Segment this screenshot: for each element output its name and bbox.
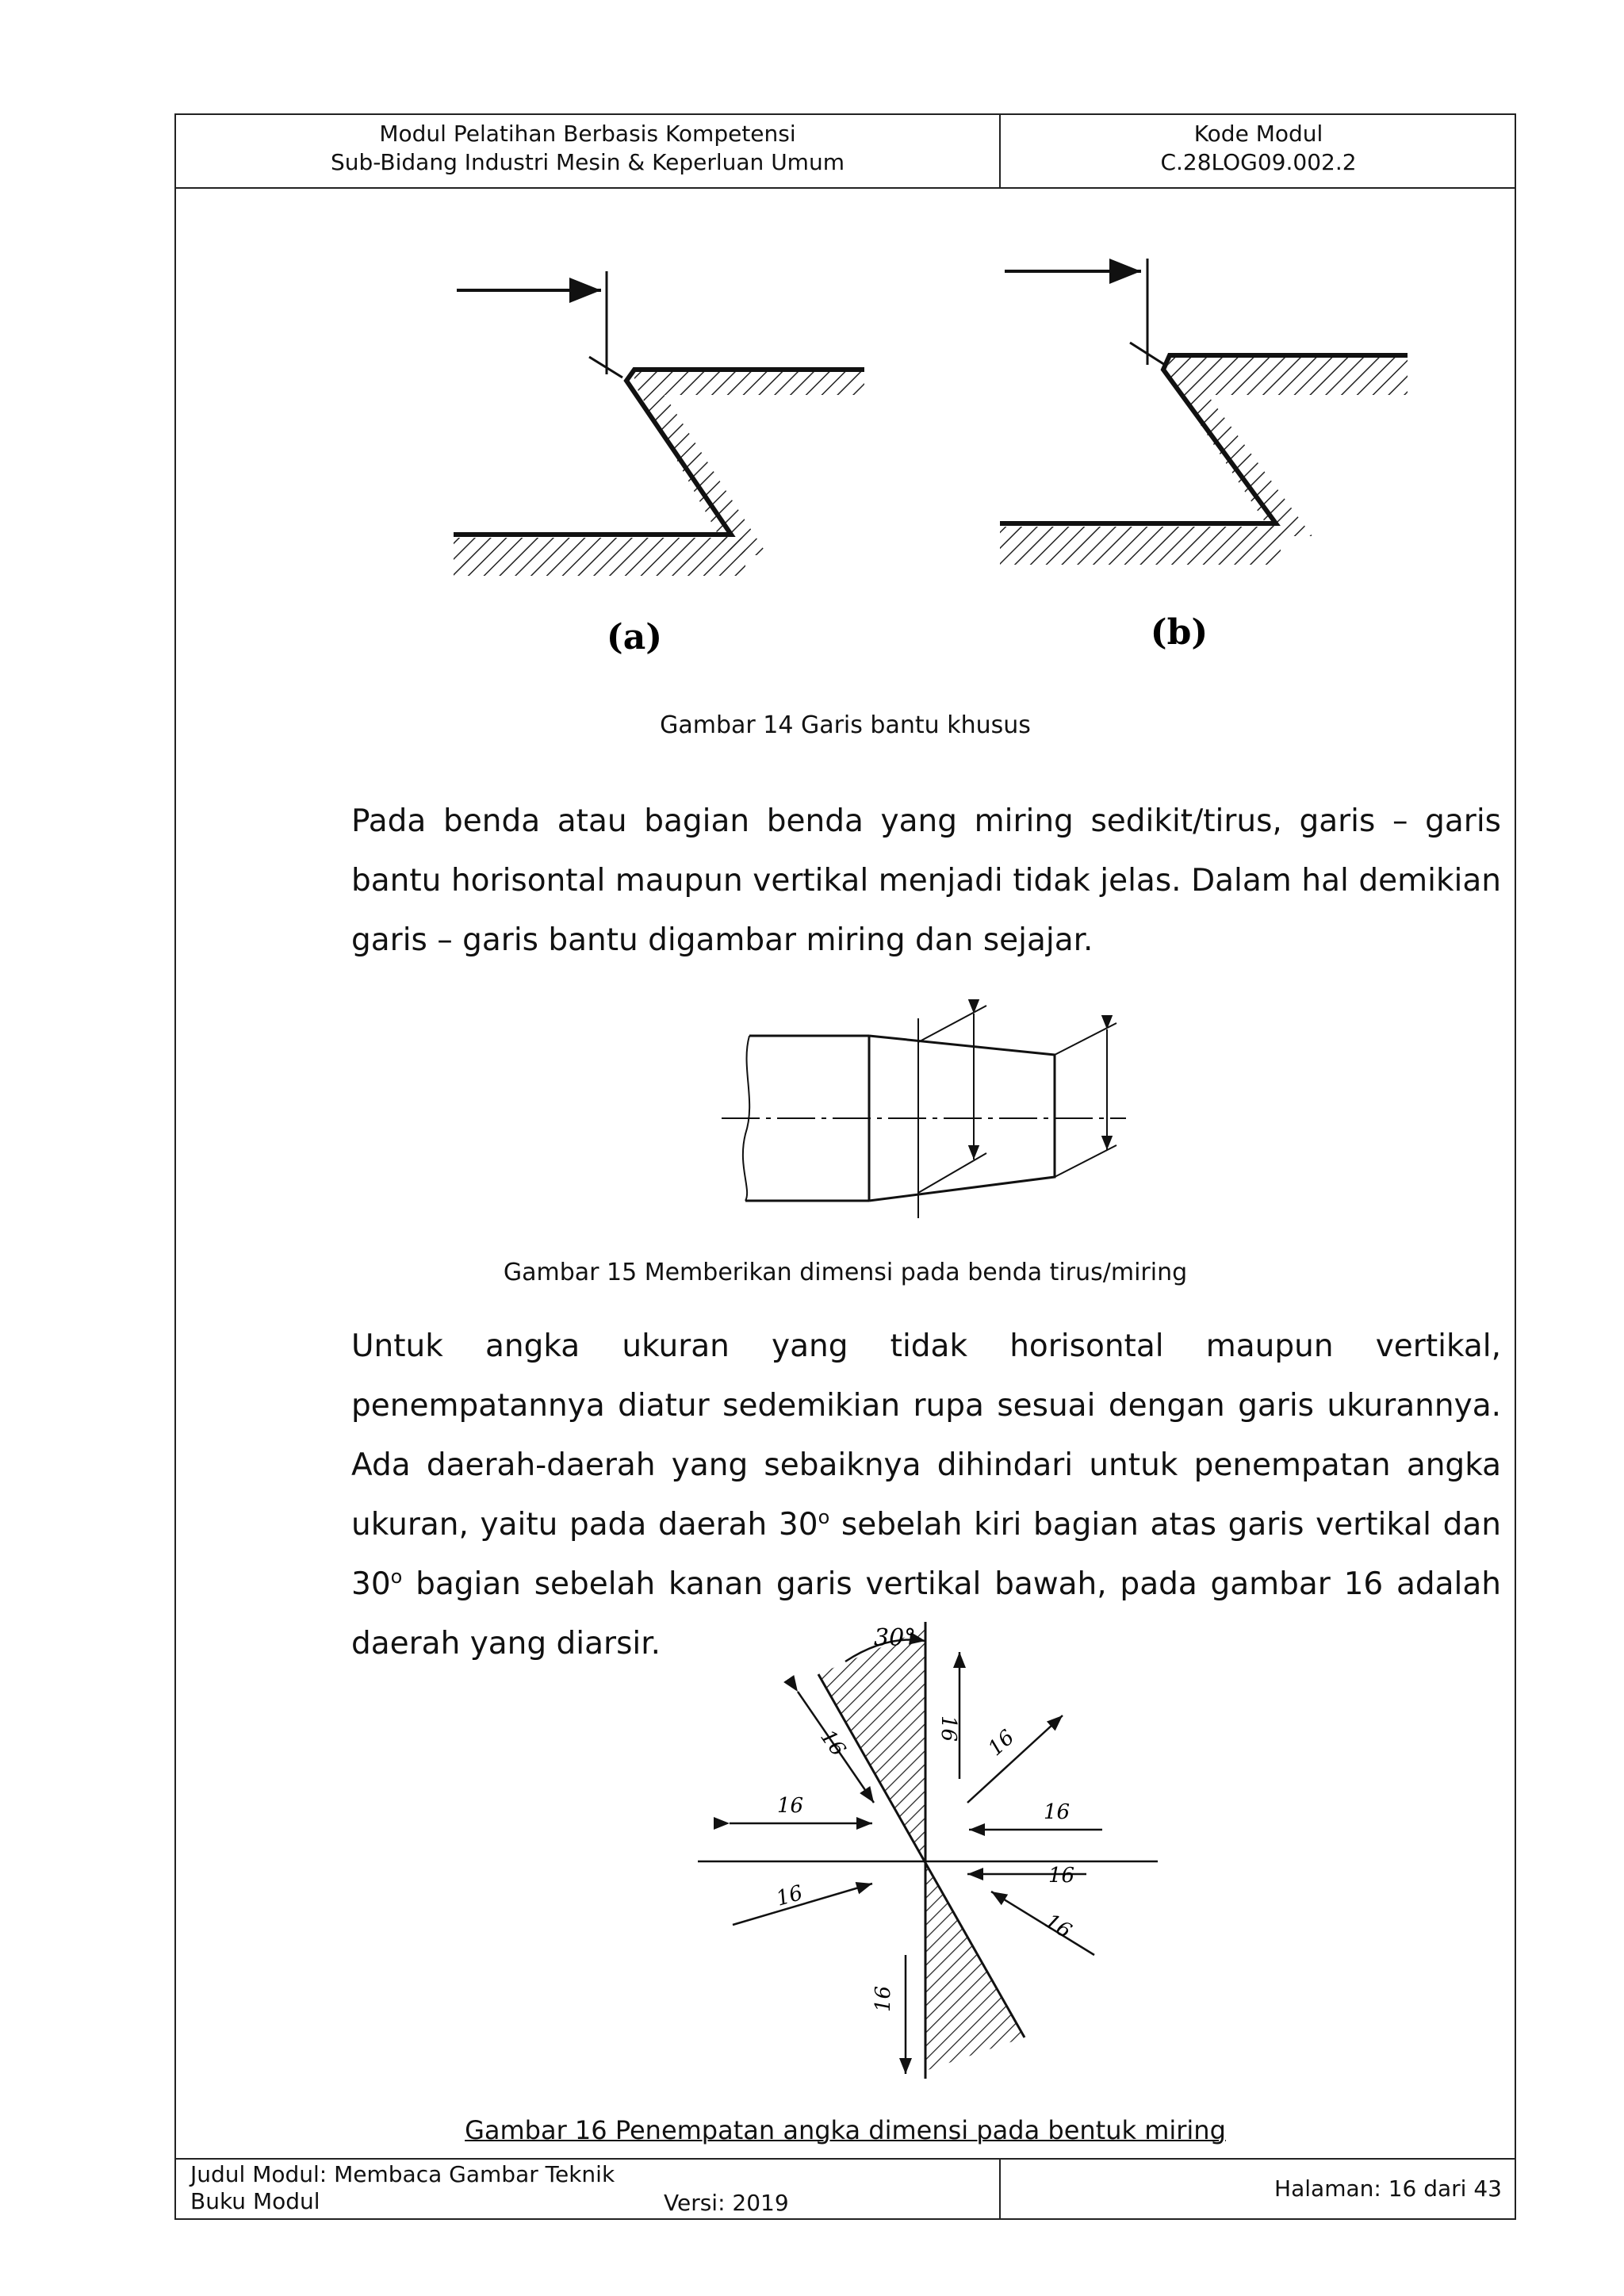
figure-16-dim-label: 16 bbox=[773, 1880, 806, 1911]
footer-module-title: Judul Modul: Membaca Gambar Teknik bbox=[190, 2161, 615, 2187]
degree-superscript-1: o bbox=[818, 1506, 830, 1528]
figure-16-drawing bbox=[690, 1622, 1166, 2082]
paragraph-2 bbox=[351, 1317, 1501, 1673]
header-title-line2: Sub-Bidang Industri Mesin & Keperluan Umum bbox=[331, 149, 845, 175]
page-footer bbox=[176, 2158, 1515, 2218]
figure-14b-label: (b) bbox=[1150, 612, 1208, 653]
degree-superscript-2: o bbox=[390, 1566, 403, 1588]
figure-14a-label: (a) bbox=[606, 617, 663, 657]
figure-16-dim-label: 16 bbox=[777, 1794, 804, 1818]
header-title-line1: Modul Pelatihan Berbasis Kompetensi bbox=[379, 121, 796, 147]
footer-left-cell bbox=[176, 2160, 1001, 2218]
paragraph-2-part1: Untuk angka ukuran yang tidak horisontal maupun vertikal, penempatannya diatur sedemikian rupa sesuai dengan garis ukurannya. Ada daerah-daerah yang sebaiknya dihindari untuk penempatan angka ukuran, yaitu pada daerah 30 bbox=[351, 1328, 1501, 1543]
figure-16-dim-label: 16 bbox=[871, 1985, 895, 2012]
figure-14b bbox=[1000, 259, 1408, 653]
paragraph-1: Pada benda atau bagian benda yang miring sedikit/tirus, garis – garis bantu horisontal maupun vertikal menjadi tidak jelas. Dalam hal demikian garis – garis bantu digambar miring dan sejajar. bbox=[351, 803, 1501, 958]
figure-16-dim-label: 16 bbox=[815, 1725, 850, 1761]
footer-book-label: Buku Modul bbox=[190, 2188, 320, 2214]
figure-16-dim-label: 16 bbox=[1040, 1909, 1076, 1944]
page-header bbox=[176, 115, 1515, 189]
figure-16-dim-label: 16 bbox=[983, 1725, 1020, 1761]
paragraph-2-part3: bagian sebelah kanan garis vertikal bawah, pada gambar 16 adalah daerah yang diarsir. bbox=[351, 1566, 1501, 1662]
figure-16-angle-label: 30° bbox=[874, 1624, 917, 1652]
figure-15-caption: Gambar 15 Memberikan dimensi pada benda tirus/miring bbox=[503, 1259, 1188, 1286]
footer-right-cell bbox=[1001, 2160, 1516, 2218]
figure-16-caption: Gambar 16 Penempatan angka dimensi pada bentuk miring bbox=[465, 2115, 1226, 2145]
figure-14-caption: Gambar 14 Garis bantu khusus bbox=[660, 711, 1031, 739]
header-code-label: Kode Modul bbox=[1193, 121, 1323, 147]
figure-16-dim-label: 16 bbox=[1044, 1800, 1071, 1824]
paragraph-2-part2: sebelah kiri bagian atas garis vertikal dan 30 bbox=[351, 1507, 1501, 1602]
footer-page-number: Halaman: 16 dari 43 bbox=[1274, 2175, 1502, 2202]
figure-16-dim-label: 16 bbox=[1048, 1864, 1075, 1888]
figure-16-dim-label: 16 bbox=[936, 1715, 960, 1742]
header-code-value: C.28LOG09.002.2 bbox=[1160, 149, 1357, 175]
footer-version: Versi: 2019 bbox=[664, 2190, 789, 2216]
header-module-code bbox=[1001, 115, 1516, 192]
figure-14a bbox=[454, 271, 864, 657]
figure-15-drawing bbox=[714, 999, 1158, 1229]
figure-14-drawing bbox=[444, 254, 1443, 682]
header-module-title bbox=[176, 115, 1001, 187]
